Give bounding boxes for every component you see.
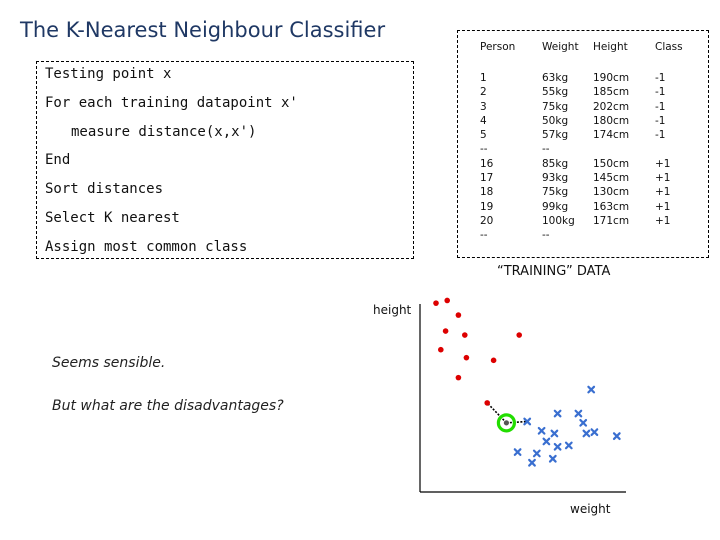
table-cell: +1 bbox=[655, 157, 671, 170]
table-cell: 55kg bbox=[542, 86, 569, 99]
table-cell: -1 bbox=[655, 114, 666, 127]
table-cell: 4 bbox=[480, 114, 487, 127]
red-data-point bbox=[433, 300, 439, 306]
knn-scatter-plot bbox=[360, 296, 630, 496]
table-cell: 1 bbox=[480, 72, 487, 84]
table-cell: 185cm bbox=[593, 86, 630, 99]
table-cell: 16 bbox=[480, 157, 494, 170]
pseudocode-line: Assign most common class bbox=[45, 239, 248, 255]
pseudocode-line: End bbox=[45, 152, 71, 168]
table-ellipsis: -- bbox=[480, 143, 488, 156]
table-header: Class bbox=[655, 41, 683, 53]
table-column-height bbox=[593, 41, 629, 228]
table-cell: -1 bbox=[655, 86, 666, 99]
slide-title: The K-Nearest Neighbour Classifier bbox=[20, 18, 386, 42]
table-cell: 19 bbox=[480, 200, 494, 213]
red-data-point bbox=[456, 312, 462, 318]
table-ellipsis: -- bbox=[542, 143, 550, 156]
y-axis-label: height bbox=[373, 303, 412, 317]
x-axis-label: weight bbox=[570, 502, 611, 516]
table-column-person bbox=[480, 41, 515, 243]
blue-data-point bbox=[555, 444, 561, 450]
pseudocode-line: Testing point x bbox=[45, 66, 172, 82]
table-cell: 20 bbox=[480, 214, 494, 227]
neighbour-links bbox=[487, 403, 527, 423]
table-cell: 99kg bbox=[542, 200, 569, 213]
blue-data-point bbox=[566, 443, 572, 449]
neighbour-link-line bbox=[506, 422, 527, 423]
table-column-class bbox=[655, 41, 683, 228]
note-text: Seems sensible. bbox=[52, 355, 166, 371]
blue-data-point bbox=[555, 411, 561, 417]
red-data-point bbox=[516, 332, 522, 338]
table-cell: 202cm bbox=[593, 100, 630, 113]
red-data-point bbox=[491, 358, 497, 364]
neighbour-link-line bbox=[487, 403, 506, 423]
table-cell: +1 bbox=[655, 200, 671, 213]
training-data-table bbox=[457, 30, 709, 258]
table-cell: 145cm bbox=[593, 172, 630, 185]
table-ellipsis: -- bbox=[542, 229, 550, 242]
red-data-point bbox=[438, 347, 444, 353]
algorithm-pseudocode-box bbox=[36, 61, 414, 259]
table-cell: 50kg bbox=[542, 114, 569, 127]
table-ellipsis: -- bbox=[480, 229, 488, 242]
class-minus-one-points bbox=[433, 298, 522, 406]
table-cell: -1 bbox=[655, 129, 666, 142]
table-cell: 85kg bbox=[542, 157, 569, 170]
blue-data-point bbox=[580, 420, 586, 426]
red-data-point bbox=[464, 355, 470, 361]
pseudocode-line: Sort distances bbox=[45, 181, 164, 197]
table-column-weight bbox=[542, 41, 579, 243]
table-cell: +1 bbox=[655, 172, 671, 185]
pseudocode-line: measure distance(x,x') bbox=[71, 124, 257, 140]
red-data-point bbox=[443, 328, 449, 334]
table-cell: 3 bbox=[480, 100, 487, 113]
table-cell: 171cm bbox=[593, 214, 630, 227]
red-data-point bbox=[444, 298, 450, 304]
table-cell: 190cm bbox=[593, 72, 630, 84]
blue-data-point bbox=[529, 460, 535, 466]
table-cell: 2 bbox=[480, 86, 487, 99]
table-cell: 5 bbox=[480, 129, 487, 142]
table-cell: +1 bbox=[655, 186, 671, 199]
table-cell: -1 bbox=[655, 72, 666, 84]
blue-data-point bbox=[576, 411, 582, 417]
blue-data-point bbox=[584, 431, 590, 437]
table-cell: 163cm bbox=[593, 200, 630, 213]
table-cell: 150cm bbox=[593, 157, 630, 170]
table-header: Height bbox=[593, 41, 628, 53]
blue-data-point bbox=[539, 428, 545, 434]
table-cell: 57kg bbox=[542, 129, 569, 142]
blue-data-point bbox=[544, 439, 550, 445]
table-header: Weight bbox=[542, 41, 579, 53]
blue-data-point bbox=[515, 449, 521, 455]
blue-data-point bbox=[552, 431, 558, 437]
table-cell: 100kg bbox=[542, 214, 575, 227]
pseudocode-line: Select K nearest bbox=[45, 210, 180, 226]
class-plus-one-points bbox=[515, 387, 620, 466]
blue-data-point bbox=[588, 387, 594, 393]
table-cell: +1 bbox=[655, 214, 671, 227]
table-cell: 130cm bbox=[593, 186, 630, 199]
red-data-point bbox=[462, 332, 468, 338]
table-header: Person bbox=[480, 41, 516, 53]
table-cell: 180cm bbox=[593, 114, 630, 127]
red-data-point bbox=[484, 400, 490, 406]
plot-axes bbox=[420, 304, 626, 492]
table-cell: -1 bbox=[655, 100, 666, 113]
table-cell: 75kg bbox=[542, 186, 569, 199]
note-question: But what are the disadvantages? bbox=[52, 398, 284, 414]
red-data-point bbox=[456, 375, 462, 381]
table-cell: 93kg bbox=[542, 172, 569, 185]
blue-data-point bbox=[614, 433, 620, 439]
test-point-center bbox=[504, 420, 509, 425]
table-caption: “TRAINING” DATA bbox=[497, 264, 611, 279]
table-cell: 63kg bbox=[542, 72, 569, 84]
pseudocode-line: For each training datapoint x' bbox=[45, 95, 298, 111]
table-cell: 18 bbox=[480, 186, 494, 199]
blue-data-point bbox=[592, 429, 598, 435]
table-cell: 17 bbox=[480, 172, 494, 185]
table-cell: 174cm bbox=[593, 129, 630, 142]
table-cell: 75kg bbox=[542, 100, 569, 113]
blue-data-point bbox=[534, 451, 540, 457]
test-point bbox=[498, 415, 514, 431]
blue-data-point bbox=[550, 456, 556, 462]
